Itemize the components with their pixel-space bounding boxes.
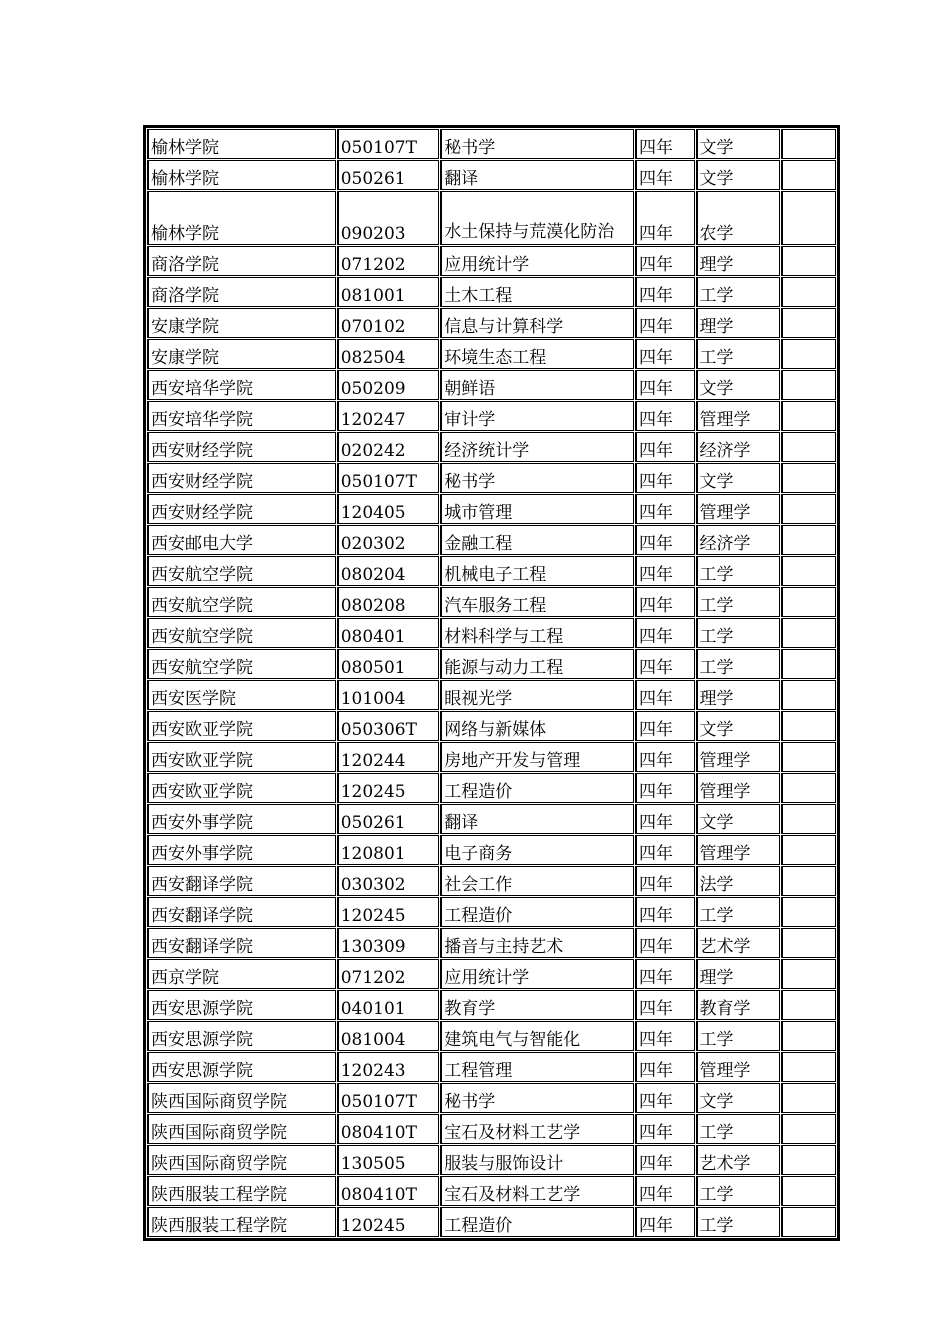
major-cell: 工程造价 (440, 773, 634, 803)
note-cell (781, 129, 836, 159)
major-cell: 电子商务 (440, 835, 634, 865)
degree-cell: 文学 (696, 160, 780, 190)
code-cell: 070102 (337, 308, 440, 338)
major-cell: 应用统计学 (440, 959, 634, 989)
note-cell (781, 308, 836, 338)
major-cell: 城市管理 (440, 494, 634, 524)
duration-cell: 四年 (635, 339, 694, 369)
note-cell (781, 432, 836, 462)
code-cell: 101004 (337, 680, 440, 710)
note-cell (781, 339, 836, 369)
code-cell: 050261 (337, 160, 440, 190)
table-row (147, 1052, 836, 1082)
degree-cell: 工学 (696, 339, 780, 369)
school-cell: 陕西服装工程学院 (147, 1207, 336, 1237)
duration-cell: 四年 (635, 649, 694, 679)
degree-cell: 艺术学 (696, 928, 780, 958)
code-cell: 081004 (337, 1021, 440, 1051)
duration-cell: 四年 (635, 959, 694, 989)
major-cell: 建筑电气与智能化 (440, 1021, 634, 1051)
table-row (147, 1114, 836, 1144)
code-cell: 120245 (337, 1207, 440, 1237)
duration-cell: 四年 (635, 401, 694, 431)
code-cell: 020302 (337, 525, 440, 555)
duration-cell: 四年 (635, 308, 694, 338)
school-cell: 西安航空学院 (147, 618, 336, 648)
degree-cell: 文学 (696, 129, 780, 159)
degree-cell: 工学 (696, 618, 780, 648)
code-cell: 050261 (337, 804, 440, 834)
duration-cell: 四年 (635, 742, 694, 772)
note-cell (781, 246, 836, 276)
degree-cell: 经济学 (696, 525, 780, 555)
note-cell (781, 525, 836, 555)
code-cell: 080208 (337, 587, 440, 617)
duration-cell: 四年 (635, 1052, 694, 1082)
major-cell: 汽车服务工程 (440, 587, 634, 617)
duration-cell: 四年 (635, 129, 694, 159)
note-cell (781, 1114, 836, 1144)
duration-cell: 四年 (635, 1021, 694, 1051)
school-cell: 西安邮电大学 (147, 525, 336, 555)
degree-cell: 理学 (696, 308, 780, 338)
duration-cell: 四年 (635, 494, 694, 524)
table-row (147, 339, 836, 369)
code-cell: 080204 (337, 556, 440, 586)
note-cell (781, 1083, 836, 1113)
duration-cell: 四年 (635, 432, 694, 462)
degree-cell: 管理学 (696, 494, 780, 524)
code-cell: 030302 (337, 866, 440, 896)
table-row (147, 711, 836, 741)
note-cell (781, 401, 836, 431)
degree-cell: 文学 (696, 711, 780, 741)
major-cell: 土木工程 (440, 277, 634, 307)
duration-cell: 四年 (635, 928, 694, 958)
code-cell: 120801 (337, 835, 440, 865)
table-row (147, 463, 836, 493)
degree-cell: 工学 (696, 649, 780, 679)
code-cell: 130505 (337, 1145, 440, 1175)
note-cell (781, 711, 836, 741)
note-cell (781, 742, 836, 772)
major-cell: 播音与主持艺术 (440, 928, 634, 958)
table-row (147, 742, 836, 772)
major-cell: 审计学 (440, 401, 634, 431)
degree-cell: 艺术学 (696, 1145, 780, 1175)
note-cell (781, 928, 836, 958)
table-row (147, 370, 836, 400)
major-cell: 宝石及材料工艺学 (440, 1114, 634, 1144)
school-cell: 榆林学院 (147, 129, 336, 159)
school-cell: 西安欧亚学院 (147, 742, 336, 772)
note-cell (781, 680, 836, 710)
table-row (147, 1176, 836, 1206)
code-cell: 120244 (337, 742, 440, 772)
duration-cell: 四年 (635, 804, 694, 834)
duration-cell: 四年 (635, 897, 694, 927)
table-row (147, 866, 836, 896)
duration-cell: 四年 (635, 463, 694, 493)
note-cell (781, 587, 836, 617)
code-cell: 090203 (337, 191, 440, 245)
table-row (147, 1145, 836, 1175)
note-cell (781, 959, 836, 989)
table-row (147, 773, 836, 803)
major-cell: 机械电子工程 (440, 556, 634, 586)
degree-cell: 理学 (696, 246, 780, 276)
duration-cell: 四年 (635, 990, 694, 1020)
note-cell (781, 494, 836, 524)
major-cell: 工程管理 (440, 1052, 634, 1082)
degree-cell: 经济学 (696, 432, 780, 462)
school-cell: 西安欧亚学院 (147, 773, 336, 803)
major-table (143, 125, 840, 1241)
school-cell: 西安财经学院 (147, 463, 336, 493)
major-cell: 水土保持与荒漠化防治 (440, 191, 634, 245)
code-cell: 020242 (337, 432, 440, 462)
note-cell (781, 990, 836, 1020)
code-cell: 071202 (337, 246, 440, 276)
note-cell (781, 618, 836, 648)
table-row (147, 494, 836, 524)
note-cell (781, 1145, 836, 1175)
degree-cell: 文学 (696, 1083, 780, 1113)
table-row (147, 1207, 836, 1237)
note-cell (781, 463, 836, 493)
degree-cell: 文学 (696, 804, 780, 834)
major-cell: 翻译 (440, 804, 634, 834)
major-cell: 材料科学与工程 (440, 618, 634, 648)
table-row (147, 160, 836, 190)
table-row (147, 525, 836, 555)
school-cell: 西安外事学院 (147, 804, 336, 834)
major-cell: 朝鲜语 (440, 370, 634, 400)
degree-cell: 工学 (696, 587, 780, 617)
code-cell: 081001 (337, 277, 440, 307)
duration-cell: 四年 (635, 277, 694, 307)
duration-cell: 四年 (635, 1083, 694, 1113)
school-cell: 安康学院 (147, 308, 336, 338)
duration-cell: 四年 (635, 773, 694, 803)
school-cell: 安康学院 (147, 339, 336, 369)
duration-cell: 四年 (635, 1145, 694, 1175)
note-cell (781, 370, 836, 400)
code-cell: 080501 (337, 649, 440, 679)
code-cell: 050107T (337, 129, 440, 159)
table-row (147, 804, 836, 834)
school-cell: 陕西国际商贸学院 (147, 1114, 336, 1144)
table-row (147, 835, 836, 865)
school-cell: 西安翻译学院 (147, 897, 336, 927)
degree-cell: 工学 (696, 1207, 780, 1237)
major-cell: 宝石及材料工艺学 (440, 1176, 634, 1206)
major-cell: 社会工作 (440, 866, 634, 896)
degree-cell: 工学 (696, 1176, 780, 1206)
code-cell: 080410T (337, 1114, 440, 1144)
degree-cell: 理学 (696, 680, 780, 710)
note-cell (781, 804, 836, 834)
degree-cell: 管理学 (696, 401, 780, 431)
note-cell (781, 835, 836, 865)
school-cell: 商洛学院 (147, 277, 336, 307)
school-cell: 榆林学院 (147, 160, 336, 190)
major-cell: 秘书学 (440, 1083, 634, 1113)
note-cell (781, 556, 836, 586)
school-cell: 陕西服装工程学院 (147, 1176, 336, 1206)
major-cell: 秘书学 (440, 463, 634, 493)
major-cell: 工程造价 (440, 897, 634, 927)
major-cell: 经济统计学 (440, 432, 634, 462)
school-cell: 西安外事学院 (147, 835, 336, 865)
table-row (147, 308, 836, 338)
duration-cell: 四年 (635, 711, 694, 741)
table-row (147, 129, 836, 159)
degree-cell: 工学 (696, 1114, 780, 1144)
school-cell: 西安培华学院 (147, 370, 336, 400)
duration-cell: 四年 (635, 1176, 694, 1206)
school-cell: 西安财经学院 (147, 494, 336, 524)
note-cell (781, 897, 836, 927)
table-row (147, 246, 836, 276)
table-row (147, 191, 836, 245)
degree-cell: 文学 (696, 370, 780, 400)
school-cell: 西安思源学院 (147, 1052, 336, 1082)
code-cell: 050107T (337, 1083, 440, 1113)
duration-cell: 四年 (635, 835, 694, 865)
table-row (147, 556, 836, 586)
duration-cell: 四年 (635, 587, 694, 617)
major-cell: 翻译 (440, 160, 634, 190)
school-cell: 西安医学院 (147, 680, 336, 710)
school-cell: 西安航空学院 (147, 587, 336, 617)
degree-cell: 工学 (696, 556, 780, 586)
major-cell: 网络与新媒体 (440, 711, 634, 741)
major-cell: 工程造价 (440, 1207, 634, 1237)
table-row (147, 959, 836, 989)
table-row (147, 587, 836, 617)
school-cell: 西安欧亚学院 (147, 711, 336, 741)
duration-cell: 四年 (635, 680, 694, 710)
degree-cell: 管理学 (696, 1052, 780, 1082)
table-row (147, 649, 836, 679)
note-cell (781, 160, 836, 190)
school-cell: 西安航空学院 (147, 649, 336, 679)
table-row (147, 897, 836, 927)
note-cell (781, 649, 836, 679)
duration-cell: 四年 (635, 370, 694, 400)
note-cell (781, 773, 836, 803)
note-cell (781, 866, 836, 896)
note-cell (781, 1052, 836, 1082)
major-cell: 服装与服饰设计 (440, 1145, 634, 1175)
code-cell: 120247 (337, 401, 440, 431)
school-cell: 西京学院 (147, 959, 336, 989)
school-cell: 西安思源学院 (147, 990, 336, 1020)
major-cell: 房地产开发与管理 (440, 742, 634, 772)
table-row (147, 618, 836, 648)
code-cell: 120243 (337, 1052, 440, 1082)
duration-cell: 四年 (635, 1207, 694, 1237)
degree-cell: 工学 (696, 277, 780, 307)
duration-cell: 四年 (635, 246, 694, 276)
code-cell: 050107T (337, 463, 440, 493)
code-cell: 040101 (337, 990, 440, 1020)
major-cell: 信息与计算科学 (440, 308, 634, 338)
school-cell: 商洛学院 (147, 246, 336, 276)
school-cell: 西安思源学院 (147, 1021, 336, 1051)
school-cell: 陕西国际商贸学院 (147, 1083, 336, 1113)
major-cell: 应用统计学 (440, 246, 634, 276)
degree-cell: 农学 (696, 191, 780, 245)
code-cell: 050209 (337, 370, 440, 400)
school-cell: 西安财经学院 (147, 432, 336, 462)
duration-cell: 四年 (635, 160, 694, 190)
degree-cell: 理学 (696, 959, 780, 989)
degree-cell: 管理学 (696, 835, 780, 865)
code-cell: 071202 (337, 959, 440, 989)
table-row (147, 990, 836, 1020)
note-cell (781, 1207, 836, 1237)
degree-cell: 教育学 (696, 990, 780, 1020)
school-cell: 西安翻译学院 (147, 866, 336, 896)
duration-cell: 四年 (635, 866, 694, 896)
table-row (147, 928, 836, 958)
code-cell: 130309 (337, 928, 440, 958)
degree-cell: 管理学 (696, 773, 780, 803)
school-cell: 西安航空学院 (147, 556, 336, 586)
degree-cell: 法学 (696, 866, 780, 896)
duration-cell: 四年 (635, 191, 694, 245)
duration-cell: 四年 (635, 1114, 694, 1144)
degree-cell: 管理学 (696, 742, 780, 772)
major-cell: 教育学 (440, 990, 634, 1020)
major-cell: 能源与动力工程 (440, 649, 634, 679)
school-cell: 西安培华学院 (147, 401, 336, 431)
note-cell (781, 191, 836, 245)
duration-cell: 四年 (635, 618, 694, 648)
major-cell: 眼视光学 (440, 680, 634, 710)
table-row (147, 432, 836, 462)
table-row (147, 277, 836, 307)
school-cell: 陕西国际商贸学院 (147, 1145, 336, 1175)
degree-cell: 工学 (696, 1021, 780, 1051)
table-body (147, 129, 836, 1237)
table-row (147, 1021, 836, 1051)
code-cell: 120245 (337, 897, 440, 927)
note-cell (781, 277, 836, 307)
code-cell: 120245 (337, 773, 440, 803)
major-cell: 环境生态工程 (440, 339, 634, 369)
note-cell (781, 1021, 836, 1051)
school-cell: 榆林学院 (147, 191, 336, 245)
degree-cell: 文学 (696, 463, 780, 493)
code-cell: 080401 (337, 618, 440, 648)
table-row (147, 680, 836, 710)
table-row (147, 1083, 836, 1113)
note-cell (781, 1176, 836, 1206)
school-cell: 西安翻译学院 (147, 928, 336, 958)
code-cell: 080410T (337, 1176, 440, 1206)
code-cell: 050306T (337, 711, 440, 741)
major-cell: 秘书学 (440, 129, 634, 159)
code-cell: 120405 (337, 494, 440, 524)
table-row (147, 401, 836, 431)
duration-cell: 四年 (635, 556, 694, 586)
code-cell: 082504 (337, 339, 440, 369)
degree-cell: 工学 (696, 897, 780, 927)
major-cell: 金融工程 (440, 525, 634, 555)
duration-cell: 四年 (635, 525, 694, 555)
